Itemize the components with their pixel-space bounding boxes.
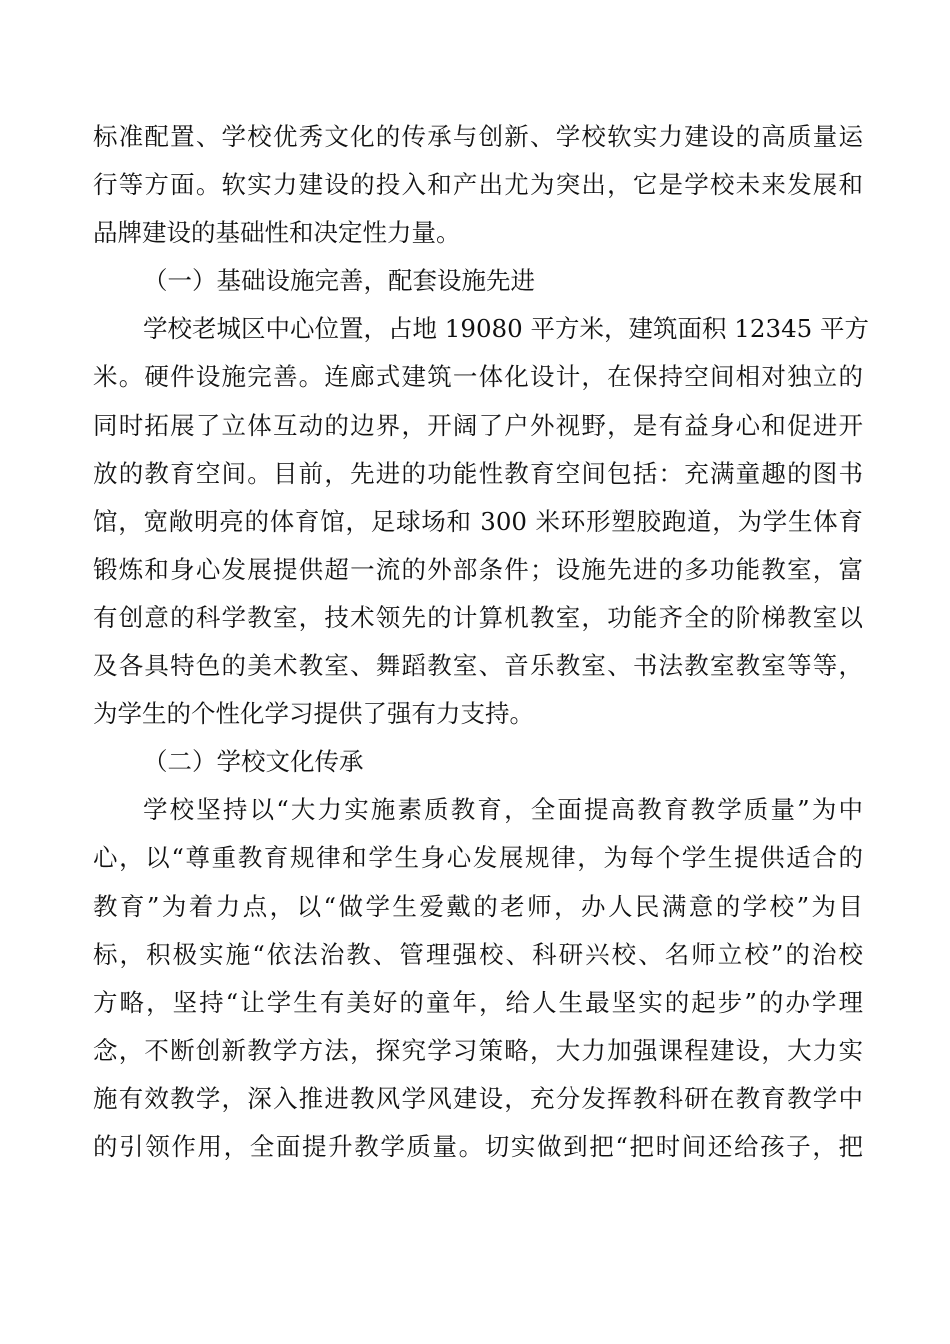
text-line: 米。硬件设施完善。连廊式建筑一体化设计，在保持空间相对独立的 (93, 362, 863, 392)
text-line: 行等方面。软实力建设的投入和产出尤为突出，它是学校未来发展和 (93, 170, 863, 200)
text-line: 方略，坚持“让学生有美好的童年，给人生最坚实的起步”的办学理 (93, 987, 863, 1017)
body-text (93, 113, 870, 1171)
text-line: 有创意的科学教室，技术领先的计算机教室，功能齐全的阶梯教室以 (93, 602, 863, 632)
text-line: 心，以“尊重教育规律和学生身心发展规律，为每个学生提供适合的 (93, 843, 863, 873)
text-line: 品牌建设的基础性和决定性力量。 (93, 218, 461, 248)
text-line: 为学生的个性化学习提供了强有力支持。 (93, 699, 534, 729)
text-line: 及各具特色的美术教室、舞蹈教室、音乐教室、书法教室教室等等， (93, 651, 863, 681)
text-line: 学校老城区中心位置，占地 19080 平方米，建筑面积 12345 平方 (143, 314, 870, 344)
section-heading: （二）学校文化传承 (143, 747, 364, 777)
text-line: 标准配置、学校优秀文化的传承与创新、学校软实力建设的高质量运 (93, 122, 863, 151)
text-line: 标，积极实施“依法治教、管理强校、科研兴校、名师立校”的治校 (93, 939, 863, 969)
text-line: 教育”为着力点，以“做学生爱戴的老师，办人民满意的学校”为目 (93, 891, 863, 921)
text-line: 学校坚持以“大力实施素质教育，全面提高教育教学质量”为中 (143, 795, 863, 825)
text-line: 施有效教学，深入推进教风学风建设，充分发挥教科研在教育教学中 (93, 1083, 863, 1113)
text-line: 锻炼和身心发展提供超一流的外部条件；设施先进的多功能教室，富 (93, 554, 863, 584)
text-line: 念，不断创新教学方法，探究学习策略，大力加强课程建设，大力实 (93, 1035, 863, 1065)
text-line: 的引领作用，全面提升教学质量。切实做到把“把时间还给孩子，把 (93, 1131, 863, 1161)
text-line: 放的教育空间。目前，先进的功能性教育空间包括：充满童趣的图书 (93, 458, 863, 488)
section-heading: （一）基础设施完善，配套设施先进 (143, 266, 535, 296)
text-line: 馆，宽敞明亮的体育馆，足球场和 300 米环形塑胶跑道，为学生体育 (93, 506, 863, 536)
text-line: 同时拓展了立体互动的边界，开阔了户外视野，是有益身心和促进开 (93, 410, 863, 440)
